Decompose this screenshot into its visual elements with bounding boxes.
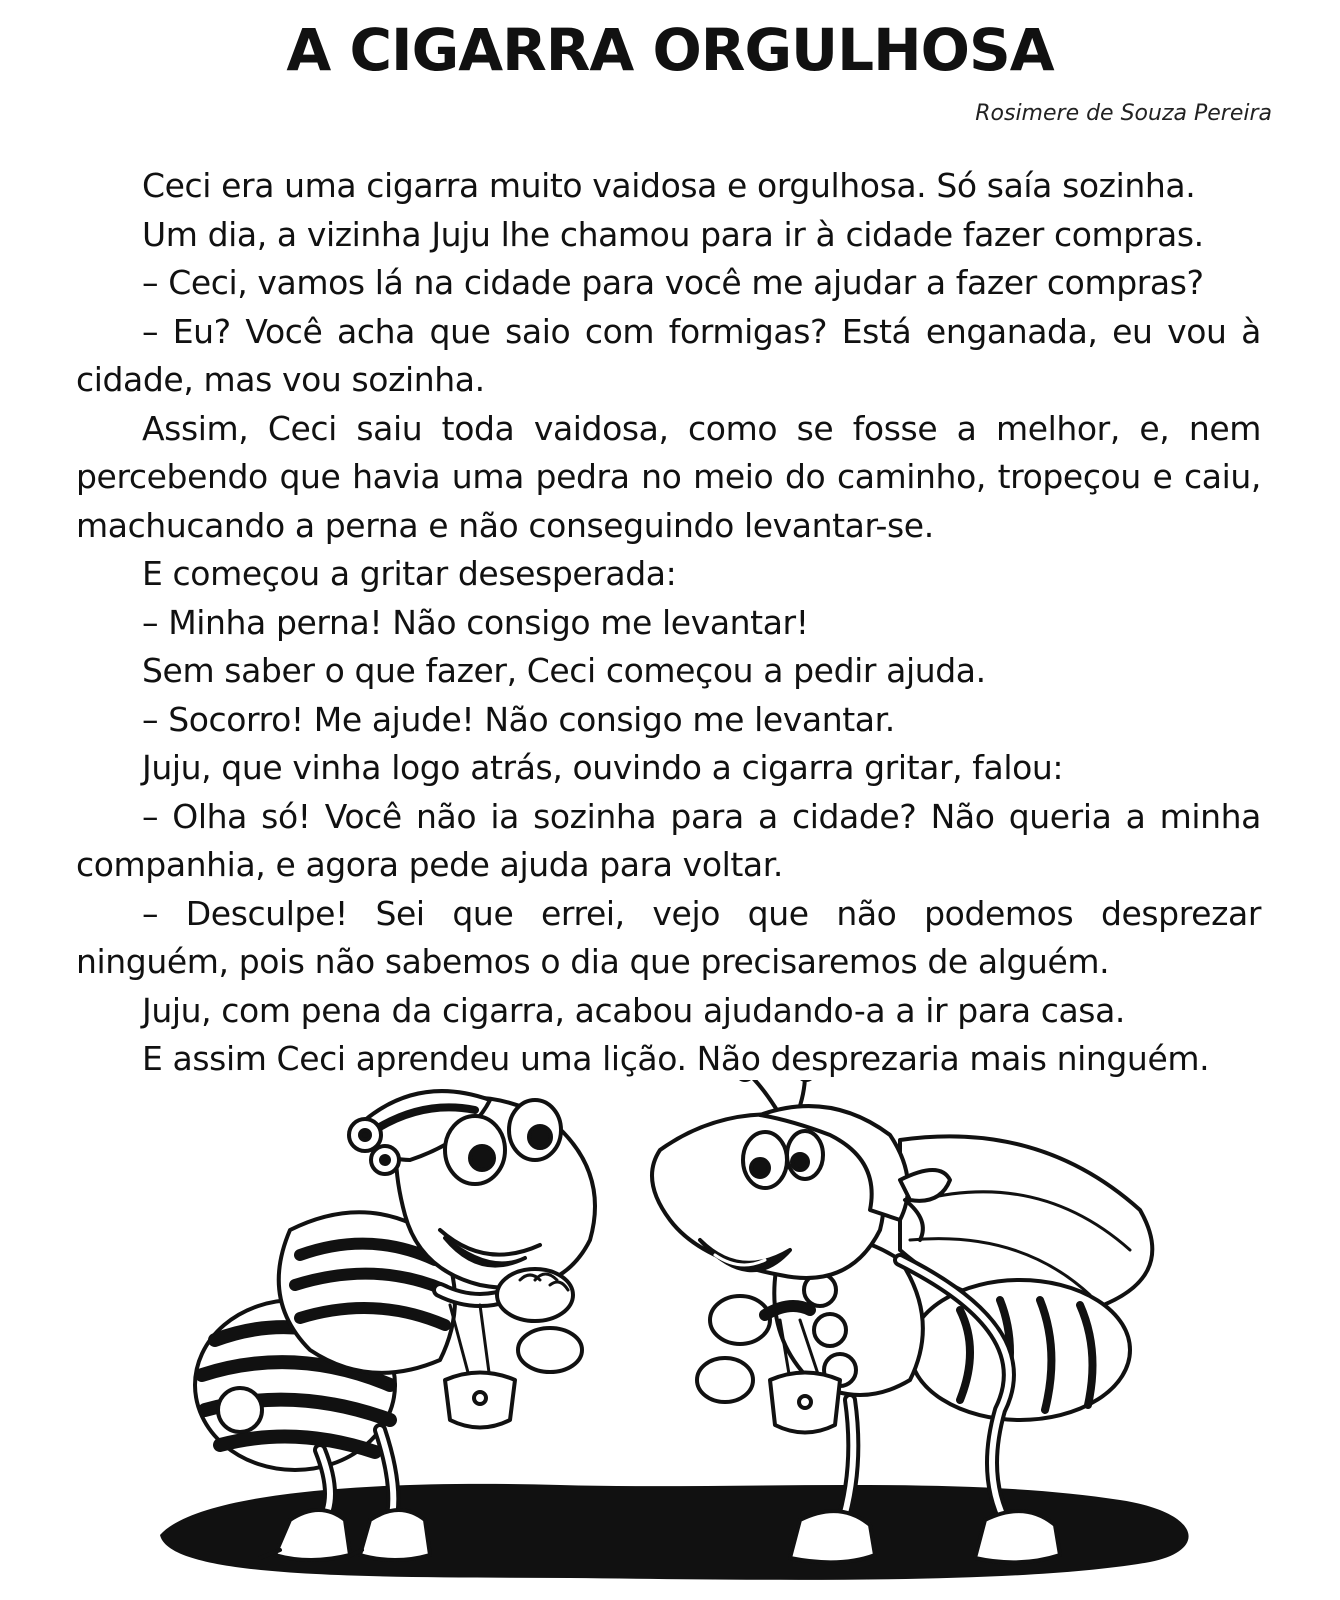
page-title: A CIGARRA ORGULHOSA	[286, 16, 1054, 84]
story-paragraph: E assim Ceci aprendeu uma lição. Não desprezaria mais ninguém.	[142, 1039, 1210, 1078]
story-paragraph: Um dia, a vizinha Juju lhe chamou para ir à cidade fazer compras.	[142, 214, 1204, 254]
story-paragraph: – Eu? Você acha que saio com formigas? Está enganada, eu vou à cidade, mas vou sozinha.	[76, 311, 1261, 399]
story-paragraph: Juju, com pena da cigarra, acabou ajudando-a a ir para casa.	[142, 990, 1125, 1030]
story-paragraph: Sem saber o que fazer, Ceci começou a pedir ajuda.	[142, 651, 986, 690]
story-paragraph: Ceci era uma cigarra muito vaidosa e orgulhosa. Só saía sozinha.	[142, 166, 1196, 205]
story-paragraph: – Olha só! Você não ia sozinha para a cidade? Não queria a minha companhia, e agora pede ajuda para voltar.	[76, 796, 1261, 884]
story-paragraph: – Desculpe! Sei que errei, vejo que não podemos desprezar ninguém, pois não sabemos o dia que precisaremos de alguém.	[76, 893, 1261, 981]
story-paragraph: Assim, Ceci saiu toda vaidosa, como se fosse a melhor, e, nem percebendo que havia uma pedra no meio do caminho, tropeçou e caiu, machucando a perna e não conseguindo levantar-se.	[76, 408, 1261, 545]
story-text	[76, 162, 1261, 1084]
story-paragraph: E começou a gritar desesperada:	[142, 554, 677, 593]
story-paragraph: Juju, que vinha logo atrás, ouvindo a cigarra gritar, falou:	[142, 748, 1064, 787]
author-name: Rosimere de Souza Pereira	[975, 101, 1272, 126]
story-paragraph: – Ceci, vamos lá na cidade para você me ajudar a fazer compras?	[142, 263, 1204, 302]
story-paragraph: – Minha perna! Não consigo me levantar!	[142, 602, 809, 642]
story-paragraph: – Socorro! Me ajude! Não consigo me levantar.	[142, 699, 895, 739]
illustration	[140, 1080, 1220, 1585]
